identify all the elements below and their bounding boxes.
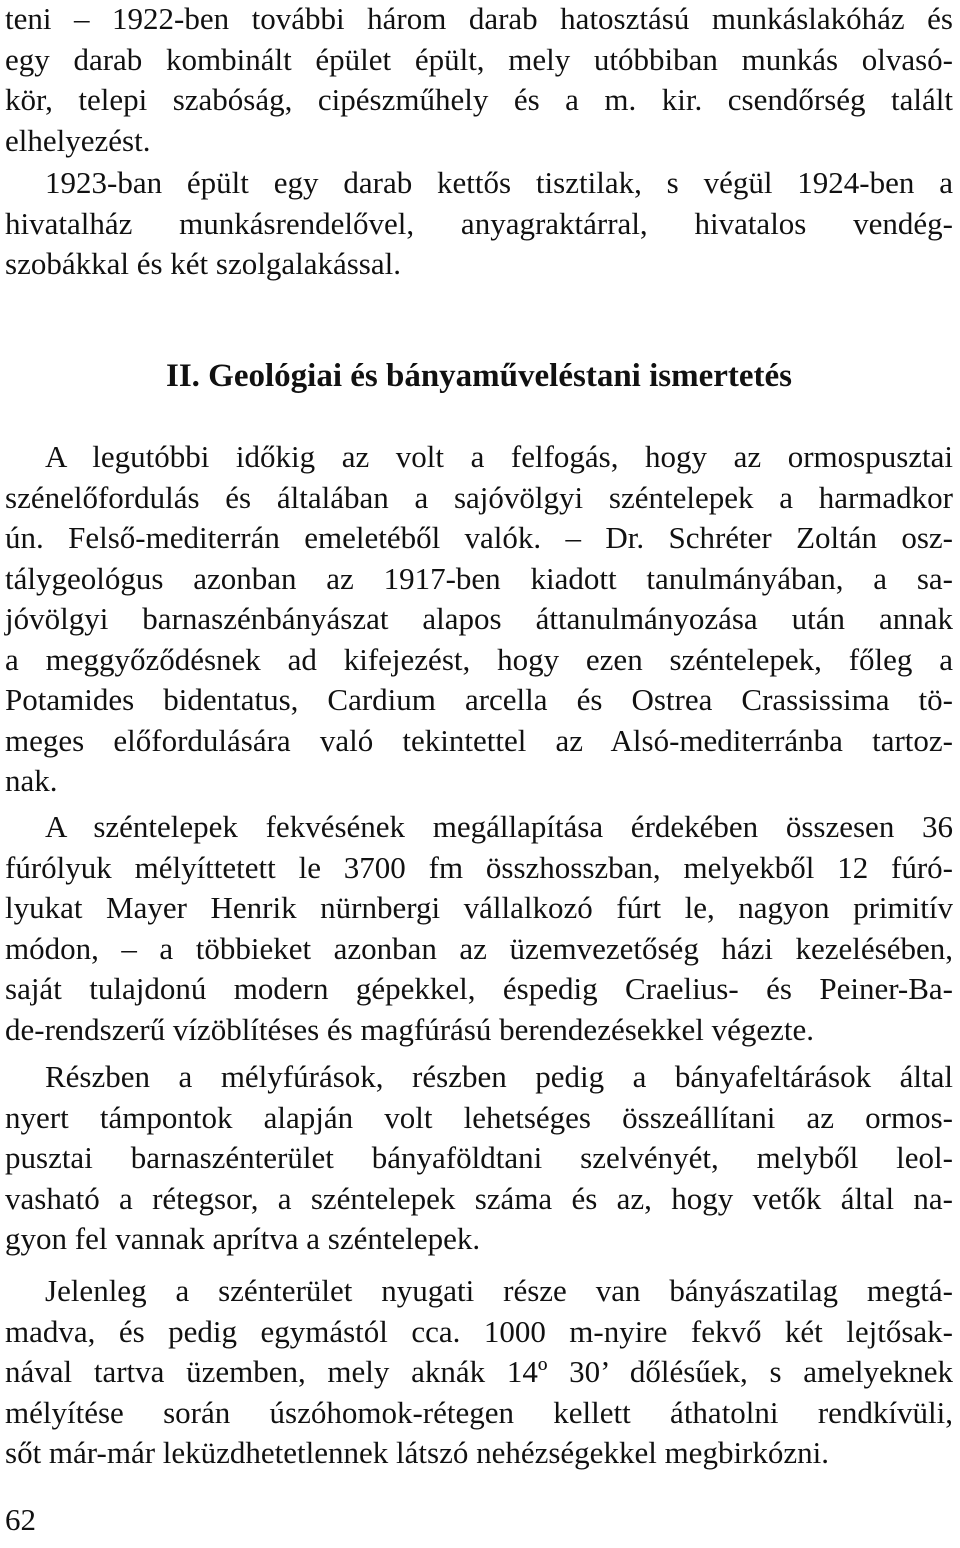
- text-line: Jelenleg a szénterület nyugati része van bányászatilag megtá-: [45, 1273, 953, 1308]
- text-line: madva, és pedig egymástól cca. 1000 m-nyire fekvő két lejtősak-: [5, 1313, 953, 1349]
- text-line: nak.: [5, 763, 58, 798]
- text-line: elhelyezést.: [5, 122, 151, 158]
- text-line: fúrólyuk mélyíttetett le 3700 fm összhosszban, melyekből 12 fúró-: [5, 849, 953, 885]
- text-line: módon, – a többieket azonban az üzemvezetőség házi kezelésében,: [5, 930, 953, 966]
- paragraph-6: [5, 1271, 953, 1474]
- paragraph-3: [5, 437, 953, 802]
- text-line: egy darab kombinált épület épült, mely utóbbiban munkás olvasó-: [5, 41, 953, 77]
- paragraph-5: [5, 1057, 953, 1260]
- text-line: hivatalház munkásrendelővel, anyagraktárral, hivatalos vendég-: [5, 205, 953, 241]
- paragraph-2: [5, 163, 953, 285]
- text-line: kör, telepi szabóság, cipészműhely és a m. kir. csendőrség talált: [5, 82, 953, 117]
- text-line: vasható a rétegsor, a széntelepek száma és az, hogy vetők által na-: [5, 1180, 953, 1216]
- text-line: Potamides bidentatus, Cardium arcella és Ostrea Crassissima tö-: [5, 682, 953, 717]
- text-line: szobákkal és két szolgalakással.: [5, 246, 401, 281]
- text-line: de-rendszerű vízöblítéses és magfúrású berendezésekkel végezte.: [5, 1011, 815, 1047]
- text-line: sőt már-már leküzdhetetlennek látszó nehézségekkel megbirkózni.: [5, 1435, 829, 1470]
- text-line: lyukat Mayer Henrik nürnbergi vállalkozó fúrt le, nagyon primitív: [5, 890, 953, 925]
- text-line: nyert támpontok alapján volt lehetséges összeállítani az ormos-: [5, 1099, 953, 1135]
- text-line: 1923-ban épült egy darab kettős tisztilak, s végül 1924-ben a: [45, 165, 953, 200]
- text-line: A legutóbbi időkig az volt a felfogás, hogy az ormospusztai: [45, 439, 953, 474]
- text-line: A széntelepek fekvésének megállapítása érdekében összesen 36: [45, 809, 953, 844]
- text-line: teni – 1922-ben további három darab hatosztású munkáslakóház és: [5, 1, 953, 36]
- text-line: saját tulajdonú modern gépekkel, éspedig Craelius- és Peiner-Ba-: [5, 971, 953, 1006]
- text-line: jóvölgyi barnaszénbányászat alapos áttanulmányozása után annak: [5, 601, 953, 636]
- text-line: a meggyőződésnek ad kifejezést, hogy ezen széntelepek, főleg a: [5, 641, 953, 677]
- paragraph-1: [5, 0, 953, 161]
- text-line: mélyítése során úszóhomok-rétegen kellett áthatolni rendkívüli,: [5, 1394, 953, 1430]
- text-line: meges előfordulására való tekintettel az Alsó-mediterránba tartoz-: [5, 722, 953, 758]
- text-line: ún. Felső-mediterrán emeletéből valók. – Dr. Schréter Zoltán osz-: [5, 520, 953, 555]
- page-number: 62: [5, 1502, 36, 1537]
- text-line: gyon fel vannak aprítva a széntelepek.: [5, 1221, 481, 1256]
- text-line: nával tartva üzemben, mely aknák 14º 30’ dőlésűek, s amelyeknek: [5, 1354, 953, 1389]
- text-line: Részben a mélyfúrások, részben pedig a bányafeltárások által: [45, 1059, 953, 1094]
- text-line: szénelőfordulás és általában a sajóvölgyi széntelepek a harmadkor: [5, 479, 953, 515]
- paragraph-4: [5, 807, 953, 1050]
- text-line: pusztai barnaszénterület bányaföldtani szelvényét, melyből leol-: [5, 1140, 953, 1175]
- text-line: tálygeológus azonban az 1917-ben kiadott tanulmányában, a sa-: [5, 560, 953, 596]
- section-heading: II. Geológiai és bányaműveléstani ismertetés: [165, 358, 793, 394]
